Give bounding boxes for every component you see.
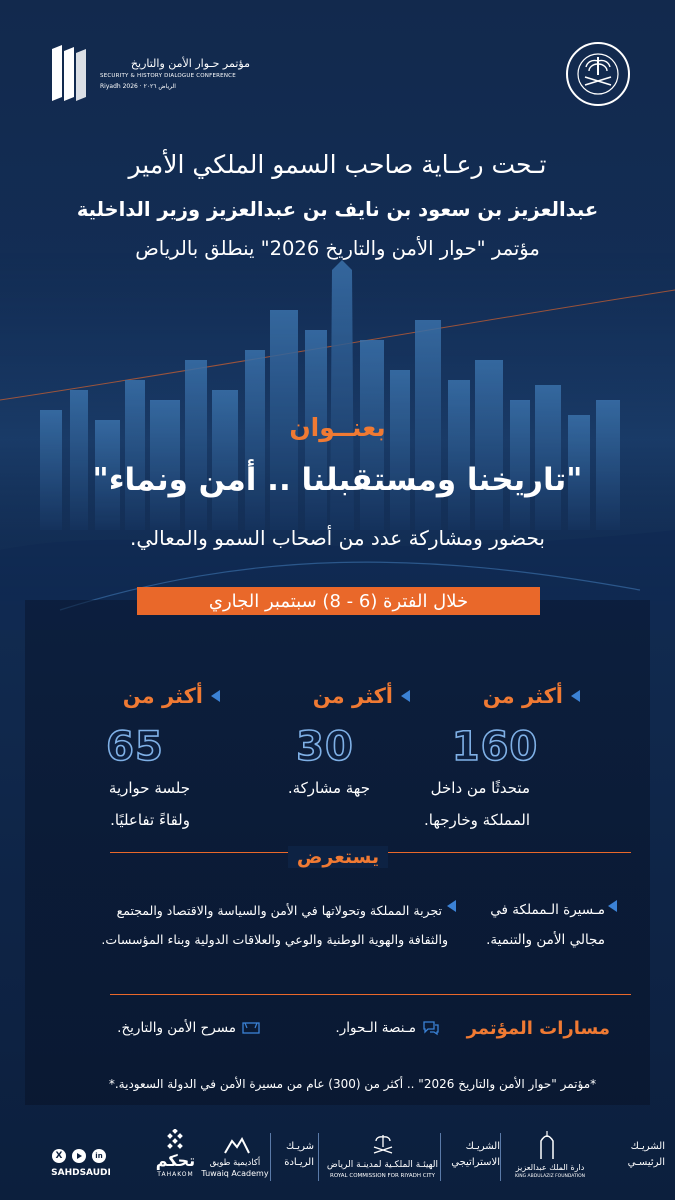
review-item-1: مـسيرة الـمملكة في مجالي الأمن والتنمية. [455, 893, 605, 952]
theme-label: بعنــوان [289, 413, 386, 442]
stat-value: 160 [451, 724, 539, 770]
conference-logo [48, 43, 248, 103]
palm-swords-emblem-icon [575, 51, 621, 97]
track-theatre: مسرح الأمن والتاريخ. [110, 1020, 260, 1036]
main-partner-label: الشريـك الرئيسـي [627, 1141, 665, 1168]
footnote: *مؤتمر "حوار الأمن والتاريخ 2026" .. أكثر من (300) عام من مسيرة الأمن في الدولة السعودية.* [108, 1077, 597, 1091]
strategic-partner-name-ar: الهيئـة الملكـية لمدينـة الرياض [326, 1160, 439, 1170]
tahakom-name-en: TAHAKOM [157, 1171, 194, 1178]
patronage-line: تـحت رعـاية صاحب السمو الملكي الأمير [128, 150, 547, 179]
stat-heading: أكثر من [50, 684, 220, 708]
reviews-heading: يستعرض [288, 846, 388, 868]
strategic-partner-label: الشريـك الاستراتيجي [451, 1141, 500, 1168]
king-abdulaziz-foundation-logo-icon [535, 1129, 559, 1159]
launch-line: مؤتمر "حوار الأمن والتاريخ 2026" ينطلق بالرياض [135, 237, 540, 260]
theme-title: "تاريخنا ومستقبلنا .. أمن ونماء" [92, 462, 583, 498]
triangle-bullet-icon [447, 900, 456, 912]
social-icons [52, 1149, 112, 1163]
main-partner-name-en: KING ABDULAZIZ FOUNDATION [515, 1174, 585, 1179]
stat-speakers [410, 684, 580, 836]
attendance-line: بحضور ومشاركة عدد من أصحاب السمو والمعالي. [130, 526, 545, 550]
strategic-partner-name-en: ROYAL COMMISSION FOR RIYADH CITY [330, 1173, 435, 1179]
youtube-icon[interactable] [72, 1149, 86, 1163]
tahakom-name-ar: تحكم [155, 1151, 196, 1170]
tuwaiq-name-ar: أكاديمية طويق [209, 1158, 261, 1168]
conference-place: Riyadh 2026 · الرياض ٢٠٢٦ [100, 83, 176, 90]
triangle-bullet-icon [571, 690, 580, 702]
period-banner [137, 587, 540, 615]
royal-commission-emblem-icon [370, 1133, 396, 1157]
social-handle: SAHDSAUDI [51, 1168, 111, 1178]
divider-bottom [110, 994, 631, 995]
tracks-heading: مسارات المؤتمر [466, 1018, 610, 1039]
stat-value: 30 [296, 724, 354, 770]
triangle-bullet-icon [211, 690, 220, 702]
period-text: خلال الفترة (6 - 8) سبتمبر الجاري [208, 590, 469, 612]
stat-heading: أكثر من [410, 684, 580, 708]
conference-name-ar: مؤتمر حـوار الأمن والتاريخ [130, 57, 250, 70]
divider-line [270, 1133, 271, 1181]
conference-emblem-icon [48, 43, 90, 101]
stat-heading: أكثر من [240, 684, 410, 708]
partners-row [0, 1125, 675, 1185]
tuwaiq-name-en: Tuwaiq Academy [201, 1169, 269, 1178]
minister-line: عبدالعزيز بن سعود بن نايف بن عبدالعزيز وزير الداخلية [76, 198, 599, 221]
stat-desc: جلسة حوارية ولقاءً تفاعليًا. [108, 779, 190, 829]
divider-line [318, 1133, 319, 1181]
ministry-emblem [566, 42, 630, 106]
chat-bubbles-icon [422, 1020, 440, 1036]
conference-name-en: SECURITY & HISTORY DIALOGUE CONFERENCE [100, 73, 236, 79]
leadership-partner-label: شريـك الريـادة [284, 1141, 314, 1168]
tahakom-logo-icon [164, 1129, 186, 1151]
stat-entities [240, 684, 410, 804]
triangle-bullet-icon [608, 900, 617, 912]
triangle-bullet-icon [401, 690, 410, 702]
x-icon[interactable]: X [52, 1149, 66, 1163]
stat-sessions [50, 684, 220, 836]
theatre-stage-icon [242, 1021, 260, 1035]
tuwaiq-logo-icon [222, 1135, 252, 1155]
stat-value: 65 [106, 724, 164, 770]
divider-line [500, 1133, 501, 1181]
stat-desc: متحدثًا من داخل المملكة وخارجها. [424, 779, 530, 829]
main-partner-name-ar: دارة الملك عبدالعزيز [515, 1163, 585, 1172]
linkedin-icon[interactable]: in [92, 1149, 106, 1163]
stat-desc: جهة مشاركة. [287, 779, 370, 797]
review-item-2: تجربة المملكة وتحولاتها في الأمن والسياسة والاقتصاد والمجتمع والثقافة والهوية الوطنية والوعي والعلاقات الدولية وبناء المؤسسات. [108, 893, 448, 952]
track-dialogue-platform: مـنصة الـحوار. [300, 1020, 440, 1036]
